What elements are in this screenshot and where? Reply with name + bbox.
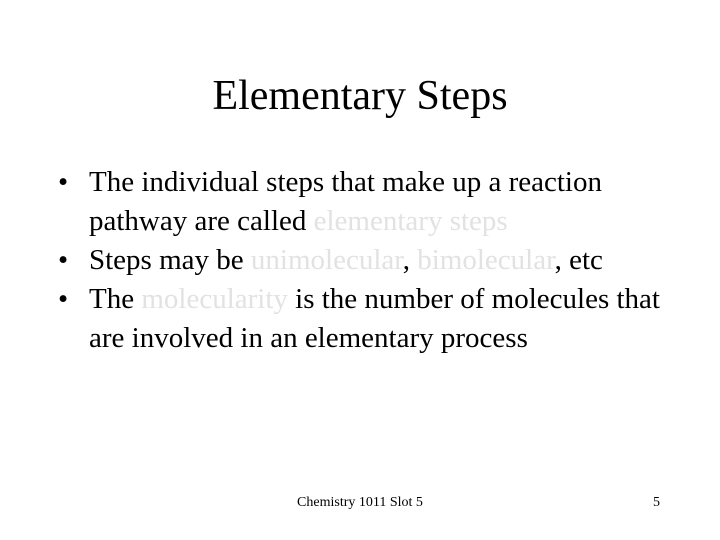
- bullet-marker: •: [58, 283, 69, 315]
- highlighted-term: bimolecular: [417, 244, 555, 276]
- bullet-marker: •: [58, 166, 69, 198]
- bullet-text: ,: [402, 244, 418, 276]
- highlighted-term: unimolecular: [250, 244, 403, 276]
- highlighted-term: elementary steps: [313, 205, 508, 237]
- bullet-marker: •: [58, 244, 69, 276]
- bullet-text: Steps may be: [89, 244, 251, 276]
- footer-label: Chemistry 1011 Slot 5: [297, 495, 423, 510]
- highlighted-term: molecularity: [141, 283, 288, 315]
- bullet-text: , etc: [554, 244, 603, 276]
- bullet-text: The: [89, 283, 142, 315]
- bullet-item: [58, 241, 678, 280]
- bullet-text: The individual steps that make up a reaction pathway are called: [89, 166, 602, 237]
- page-number: 5: [653, 495, 660, 510]
- bullet-item: [58, 163, 678, 241]
- slide-title: Elementary Steps: [212, 73, 508, 119]
- bullet-text: is the number of molecules that are involved in an elementary process: [89, 283, 660, 354]
- bullet-item: [58, 280, 678, 358]
- bullet-list: [58, 163, 678, 358]
